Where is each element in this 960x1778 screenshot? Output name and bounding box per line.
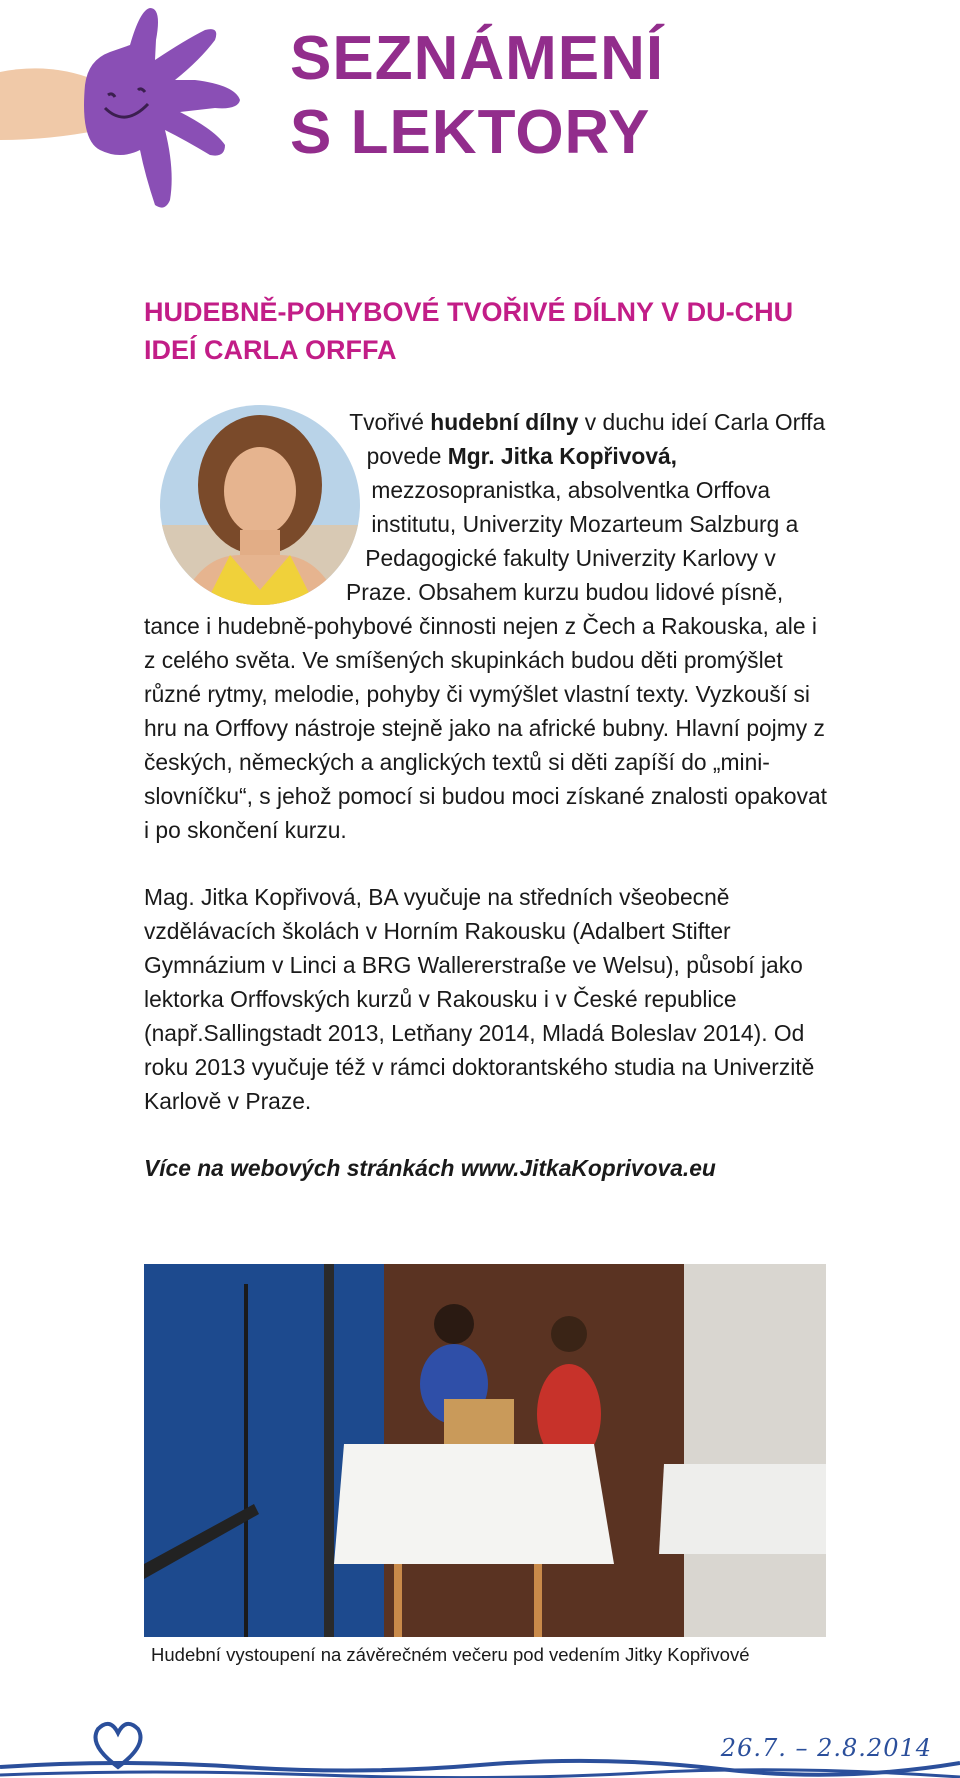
- bio-paragraph: Mag. Jitka Kopřivová, BA vyučuje na středních všeobecně vzdělávacích školách v Horním Rakousku (Adalbert Stifter Gymnázium v Linci a BRG Wallererstraße ve Welsu), působí jako lektorka Orffovských kurzů v Rakousku i v České republice (např.Sallingstadt 2013, Letňany 2014, Mladá Boleslav 2014). Od roku 2013 vyučuje též v rámci doktorantského studia na Univerzitě Karlově v Praze.: [144, 884, 815, 1114]
- event-dates: 26.7. – 2.8.2014: [720, 1734, 932, 1762]
- page-title: [290, 22, 664, 170]
- emphasis-workshops: hudební dílny: [430, 409, 579, 435]
- performance-photo: [144, 1264, 826, 1637]
- lecturer-portrait: [160, 405, 360, 605]
- purple-hand-icon: [0, 0, 260, 215]
- title-line-2: S LEKTORY: [290, 98, 651, 167]
- article-body: [144, 405, 829, 1185]
- photo-caption: Hudební vystoupení na závěrečném večeru pod vedením Jitky Kopřivové: [151, 1644, 750, 1665]
- intro-paragraph: Tvořivé hudební dílny v duchu ideí Carla Orffa povede Mgr. Jitka Kopřivová, mezzosopranistka, absolventka Orffova institutu, Univerzity Mozarteum Salzburg a Pedagogické fakulty Univerzity Karlovy v Praze. Obsahem kurzu budou lidové písně, tance i hudebně-pohybové činnosti nejen z Čech a Rakouska, ale i z celého světa. Ve smíšených skupinkách budou děti promýšlet různé rytmy, melodie, pohyby či vymýšlet vlastní texty. Vyzkouší si hru na Orffovy nástroje stejně jako na africké bubny. Hlavní pojmy z českých, německých a anglických textů si děti zapíší do „mini-slovníčku“, s jehož pomocí si budou moci získané znalosti opakovat i po skončení kurzu.: [144, 409, 827, 843]
- website-link-text: Více na webových stránkách www.JitkaKoprivova.eu: [144, 1155, 716, 1181]
- lecturer-name: Mgr. Jitka Kopřivová,: [447, 443, 678, 469]
- heart-icon: [96, 1724, 141, 1767]
- title-line-1: SEZNÁMENÍ: [290, 24, 665, 93]
- section-heading: HUDEBNĚ-POHYBOVÉ TVOŘIVÉ DÍLNY V DU-CHU IDEÍ CARLA ORFFA: [144, 297, 794, 365]
